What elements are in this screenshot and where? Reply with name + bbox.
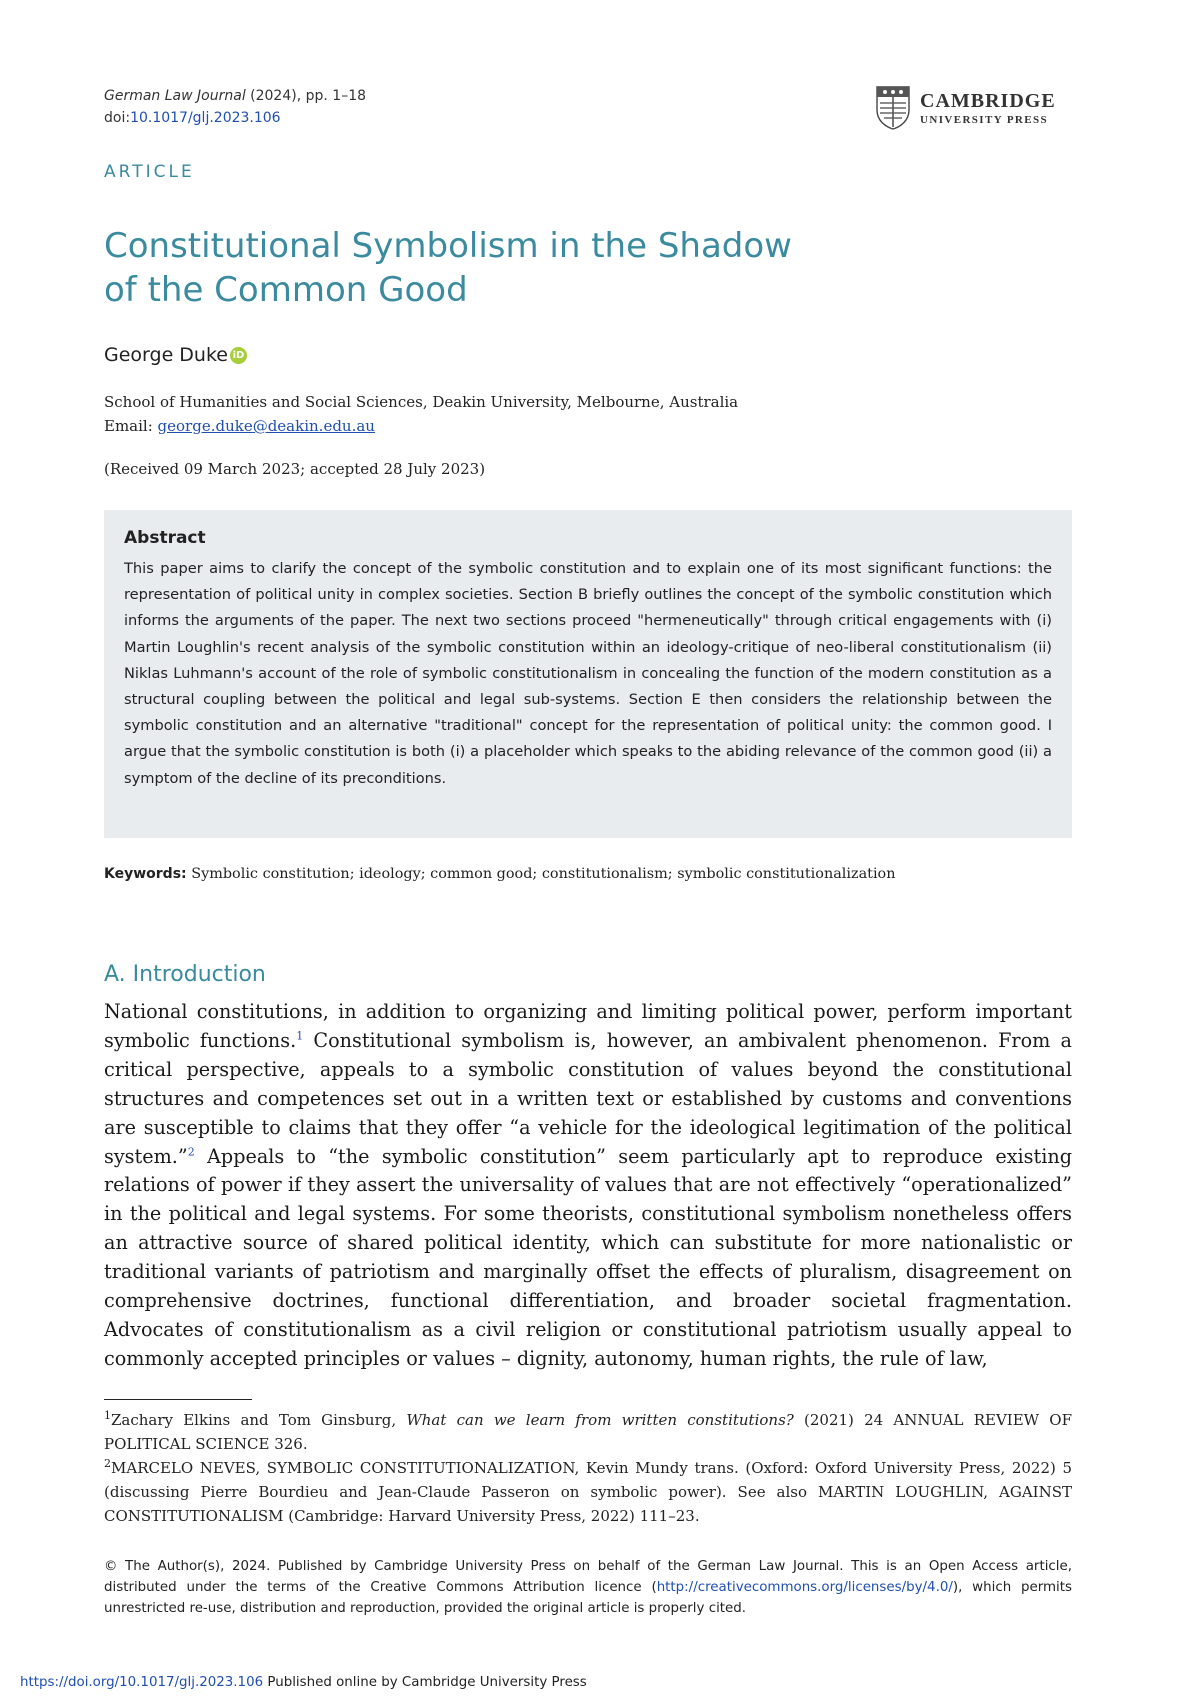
footnote-1 bbox=[104, 1408, 1072, 1456]
abstract-heading: Abstract bbox=[124, 528, 206, 548]
footnote-ref-1[interactable]: 1 bbox=[296, 1029, 304, 1043]
email-label: Email: bbox=[104, 417, 158, 435]
body-text-2: Constitutional symbolism is, however, an ambivalent phenomenon. From a critical perspective, appeals to a symbolic constitution of values beyond the constitutional structures and competences set out in a written text or established by customs and conventions are susceptible to claims that they offer “a vehicle for the ideological legitimation of the political system.” bbox=[104, 1028, 1072, 1168]
footnote-divider bbox=[104, 1399, 252, 1400]
keywords-text: Symbolic constitution; ideology; common good; constitutionalism; symbolic constitutionalization bbox=[186, 866, 896, 882]
doi-line bbox=[104, 108, 281, 128]
logo-line1: CAMBRIDGE bbox=[920, 90, 1056, 112]
footer-doi-link[interactable]: https://doi.org/10.1017/glj.2023.106 bbox=[20, 1675, 264, 1690]
article-type-label: ARTICLE bbox=[104, 162, 195, 182]
affiliation-block bbox=[104, 390, 738, 438]
doi-prefix: doi: bbox=[104, 110, 131, 126]
footnote-2-number: 2 bbox=[104, 1457, 111, 1470]
license-text-b: ), which permits unrestricted re-use, distribution and reproduction, provided the original article is properly cited. bbox=[104, 1580, 1072, 1616]
author-line bbox=[104, 344, 247, 366]
license-link[interactable]: http://creativecommons.org/licenses/by/4.0/ bbox=[656, 1580, 953, 1595]
footnote-ref-2[interactable]: 2 bbox=[187, 1145, 195, 1159]
orcid-icon[interactable]: iD bbox=[230, 347, 247, 364]
body-text-1: National constitutions, in addition to organizing and limiting political power, perform important symbolic functions. bbox=[104, 1000, 1072, 1052]
footer-text: Published online by Cambridge University Press bbox=[263, 1675, 587, 1690]
logo-line2: UNIVERSITY PRESS bbox=[920, 114, 1049, 126]
body-text-3: Appeals to “the symbolic constitution” seem particularly apt to reproduce existing relations of power if they assert the universality of values that are not effectively “operationalized” in the political and legal systems. For some theorists, constitutional symbolism nonetheless offers an attractive source of shared political identity, which can substitute for more nationalistic or traditional variants of patriotism and marginally offset the effects of pluralism, disagreement on comprehensive doctrines, functional differentiation, and broader societal fragmentation. Advocates of constitutionalism as a civil religion or constitutional patriotism usually appeal to commonly accepted principles or values – dignity, autonomy, human rights, the rule of law, bbox=[104, 1144, 1072, 1370]
section-heading: A. Introduction bbox=[104, 962, 266, 987]
author-name: George Duke bbox=[104, 344, 228, 366]
abstract-text: This paper aims to clarify the concept of the symbolic constitution and to explain one of its most significant functions: the representation of political unity in complex societies. Section B briefly outlines the concept of the symbolic constitution which informs the arguments of the paper. The next two sections proceed "hermeneutically" through critical engagements with (i) Martin Loughlin's recent analysis of the symbolic constitution within an ideology-critique of neo-liberal constitutionalism (ii) Niklas Luhmann's account of the role of symbolic constitutionalism in concealing the function of the modern constitution as a structural coupling between the political and legal sub-systems. Section E then considers the relationship between the symbolic constitution and an alternative "traditional" concept for the representation of political unity: the common good. I argue that the symbolic constitution is both (i) a placeholder which speaks to the abiding relevance of the common good (ii) a symptom of the decline of its preconditions. bbox=[124, 560, 1052, 787]
footnote-2-text: MARCELO NEVES, SYMBOLIC CONSTITUTIONALIZATION, Kevin Mundy trans. (Oxford: Oxford University Press, 2022) 5 (discussing Pierre Bourdieu and Jean-Claude Passeron on symbolic power). See also MARTIN LOUGHLIN, AGAINST CONSTITUTIONALISM (Cambridge: Harvard University Press, 2022) 111–23. bbox=[104, 1459, 1072, 1525]
license-text-a: © The Author(s), 2024. Published by Cambridge University Press on behalf of the German Law Journal. This is an Open Access article, distributed under the terms of the Creative Commons Attribution licence ( bbox=[104, 1559, 1072, 1595]
article-title bbox=[104, 224, 864, 312]
footnote-1-italic: What can we learn from written constitutions? bbox=[406, 1411, 794, 1429]
title-line-1: Constitutional Symbolism in the Shadow bbox=[104, 226, 792, 266]
body-paragraph bbox=[104, 998, 1072, 1374]
abstract-box bbox=[104, 510, 1072, 838]
journal-citation bbox=[104, 86, 366, 106]
footnote-1-text-a: Zachary Elkins and Tom Ginsburg, bbox=[111, 1411, 407, 1429]
journal-meta: (2024), pp. 1–18 bbox=[245, 88, 367, 104]
keywords bbox=[104, 866, 1072, 882]
email-line bbox=[104, 414, 738, 438]
keywords-label: Keywords: bbox=[104, 866, 187, 882]
footnote-1-text-b: (2021) 24 ANNUAL REVIEW OF POLITICAL SCIENCE 326. bbox=[104, 1411, 1072, 1453]
footnote-1-number: 1 bbox=[104, 1409, 111, 1422]
footnote-2 bbox=[104, 1456, 1072, 1528]
affiliation: School of Humanities and Social Sciences, Deakin University, Melbourne, Australia bbox=[104, 393, 739, 411]
email-link[interactable]: george.duke@deakin.edu.au bbox=[157, 417, 375, 435]
cambridge-logo bbox=[876, 86, 1072, 132]
journal-name: German Law Journal bbox=[104, 88, 246, 104]
license-notice bbox=[104, 1556, 1072, 1619]
cambridge-shield-icon bbox=[876, 86, 910, 130]
title-line-2: of the Common Good bbox=[104, 270, 468, 310]
page-footer bbox=[20, 1675, 587, 1690]
doi-link[interactable]: 10.1017/glj.2023.106 bbox=[130, 110, 281, 126]
received-dates: (Received 09 March 2023; accepted 28 July 2023) bbox=[104, 460, 486, 478]
